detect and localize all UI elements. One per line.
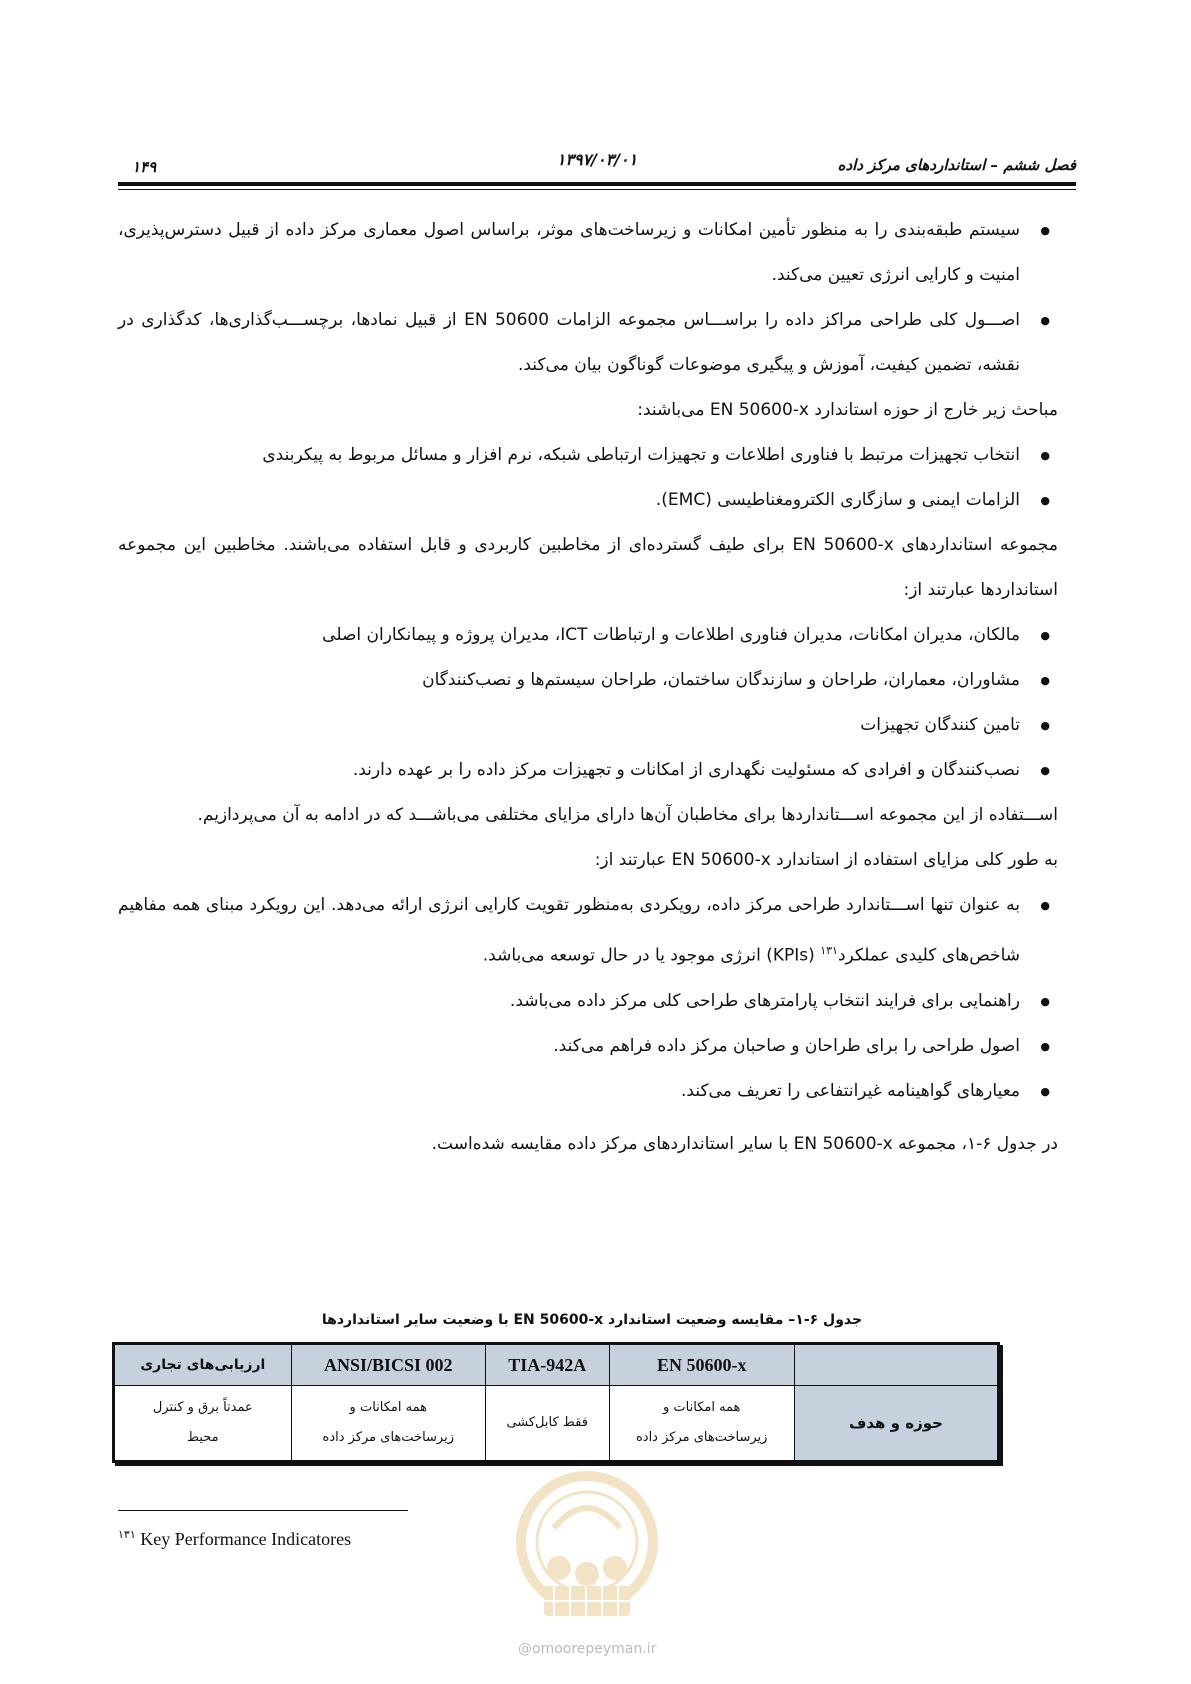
- footnote-number: ۱۳۱: [118, 1529, 136, 1541]
- body-text: [118, 208, 1058, 1167]
- footnote-rule: [118, 1510, 408, 1511]
- header-rule-thick: [118, 182, 1076, 186]
- chapter-title: فصل ششم – استانداردهای مرکز داده: [837, 156, 1076, 174]
- table-header-cell: TIA-942A: [485, 1345, 609, 1386]
- table-caption: جدول ۶-۱– مقایسه وضعیت استاندارد EN 50600-x با وضعیت سایر استانداردها: [321, 1312, 863, 1328]
- cell-line: همه امکانات و: [663, 1400, 741, 1415]
- footnote: [118, 1528, 351, 1550]
- paragraph: در جدول ۶-۱، مجموعه EN 50600-x با سایر استانداردهای مرکز داده مقایسه شده‌است.: [431, 1133, 1058, 1154]
- table-header-cell: ANSI/BICSI 002: [291, 1345, 485, 1386]
- cell-line: زیرساخت‌های مرکز داده: [635, 1430, 768, 1445]
- watermark-site: @omoorepeyman.ir: [518, 1641, 657, 1657]
- list-item: ● راهنمایی برای فرایند انتخاب پارامترهای طراحی کلی مرکز داده می‌باشد.: [118, 979, 1058, 1024]
- bullet-list-2: [118, 433, 1058, 523]
- paragraph: مباحث زیر خارج از حوزه استاندارد EN 50600-x می‌باشند:: [637, 400, 1058, 420]
- list-item: ● سیستم طبقه‌بندی را به منظور تأمین امکانات و زیرساخت‌های موثر، براساس اصول معماری مرکز داده از قبیل دسترس‌پذیری، امنیت و کارایی انرژی تعیین می‌کند.: [118, 208, 1058, 298]
- table-cell: [609, 1386, 794, 1461]
- list-item: ● مالکان، مدیران امکانات، مدیران فناوری اطلاعات و ارتباطات ICT، مدیران پروژه و پیمانکاران اصلی: [118, 613, 1058, 658]
- table-row-label: حوزه و هدف: [794, 1386, 997, 1461]
- bullet-list-4: [118, 883, 1058, 1114]
- list-item: ● اصـــول کلی طراحی مراکز داده را براســـاس مجموعه الزامات EN 50600 از قبیل نمادها، برچســـب‌گذاری‌ها، کدگذاری در نقشه، تضمین کیفیت، آموزش و پیگیری موضوعات گوناگون بیان می‌کند.: [118, 298, 1058, 388]
- header-rule-thin: [118, 189, 1076, 190]
- cell-line: محیط: [187, 1430, 219, 1445]
- header-date: ۱۳۹۷/۰۳/۰۱: [556, 150, 638, 169]
- page-header: [118, 150, 1076, 184]
- comparison-table: [112, 1342, 1000, 1463]
- list-item: ● انتخاب تجهیزات مرتبط با فناوری اطلاعات و تجهیزات ارتباطی شبکه، نرم افزار و مسائل مربوط به پیکربندی: [118, 433, 1058, 478]
- cell-line: همه امکانات و: [349, 1400, 427, 1415]
- list-item: ● تامین کنندگان تجهیزات: [118, 703, 1058, 748]
- table-cell: [115, 1386, 292, 1461]
- paragraph: مجموعه استانداردهای EN 50600-x برای طیف گسترده‌ای از مخاطبین کاربردی و قابل استفاده می‌باشند. مخاطبین این مجموعه استانداردها عبارتند از:: [118, 535, 1059, 600]
- cell-line: زیرساخت‌های مرکز داده: [322, 1430, 454, 1445]
- list-item: ● معیارهای گواهینامه غیرانتفاعی را تعریف می‌کند.: [118, 1069, 1058, 1114]
- table-cell: فقط کابل‌کشی: [485, 1386, 609, 1461]
- list-item: ● نصب‌کنندگان و افرادی که مسئولیت نگهداری از امکانات و تجهیزات مرکز داده را بر عهده دارند.: [118, 748, 1058, 793]
- list-item-text: به عنوان تنها اســـتاندارد طراحی مرکز داده، رویکردی به‌منظور تقویت کارایی انرژی ارائه می‌دهد. این رویکرد مبنای همه مفاهیم شاخص‌های کلیدی عملکرد: [118, 895, 1020, 966]
- list-item: ● الزامات ایمنی و سازگاری الکترومغناطیسی (EMC).: [118, 478, 1058, 523]
- footnote-text: Key Performance Indicatores: [135, 1529, 352, 1549]
- page-number: ۱۴۹: [132, 158, 157, 176]
- list-item: [118, 883, 1058, 979]
- table-header-cell: [794, 1345, 997, 1386]
- paragraph: به طور کلی مزایای استفاده از استاندارد EN 50600-x عبارتند از:: [594, 850, 1058, 870]
- table-header-cell: EN 50600-x: [609, 1345, 794, 1386]
- list-item: ● اصول طراحی را برای طراحان و صاحبان مرکز داده فراهم می‌کند.: [118, 1024, 1058, 1069]
- bullet-list-1: [118, 208, 1058, 388]
- watermark-logo-icon: [514, 1468, 660, 1636]
- table-header-cell: ارزیابی‌های تجاری: [115, 1345, 292, 1386]
- list-item: ● مشاوران، معماران، طراحان و سازندگان ساختمان، طراحان سیستم‌ها و نصب‌کنندگان: [118, 658, 1058, 703]
- table-row: [115, 1386, 998, 1461]
- footnote-ref: ۱۳۱: [820, 944, 838, 957]
- table-header-row: [115, 1345, 998, 1386]
- list-item-text: (KPIs) انرژی موجود یا در حال توسعه می‌باشد.: [482, 945, 821, 966]
- cell-line: عمدتاً برق و کنترل: [152, 1400, 253, 1415]
- paragraph: اســـتفاده از این مجموعه اســـتانداردها برای مخاطبان آن‌ها دارای مزایای مختلفی می‌باشـــد که در ادامه به آن می‌پردازیم.: [197, 805, 1058, 825]
- bullet-list-3: [118, 613, 1058, 793]
- table-cell: [291, 1386, 485, 1461]
